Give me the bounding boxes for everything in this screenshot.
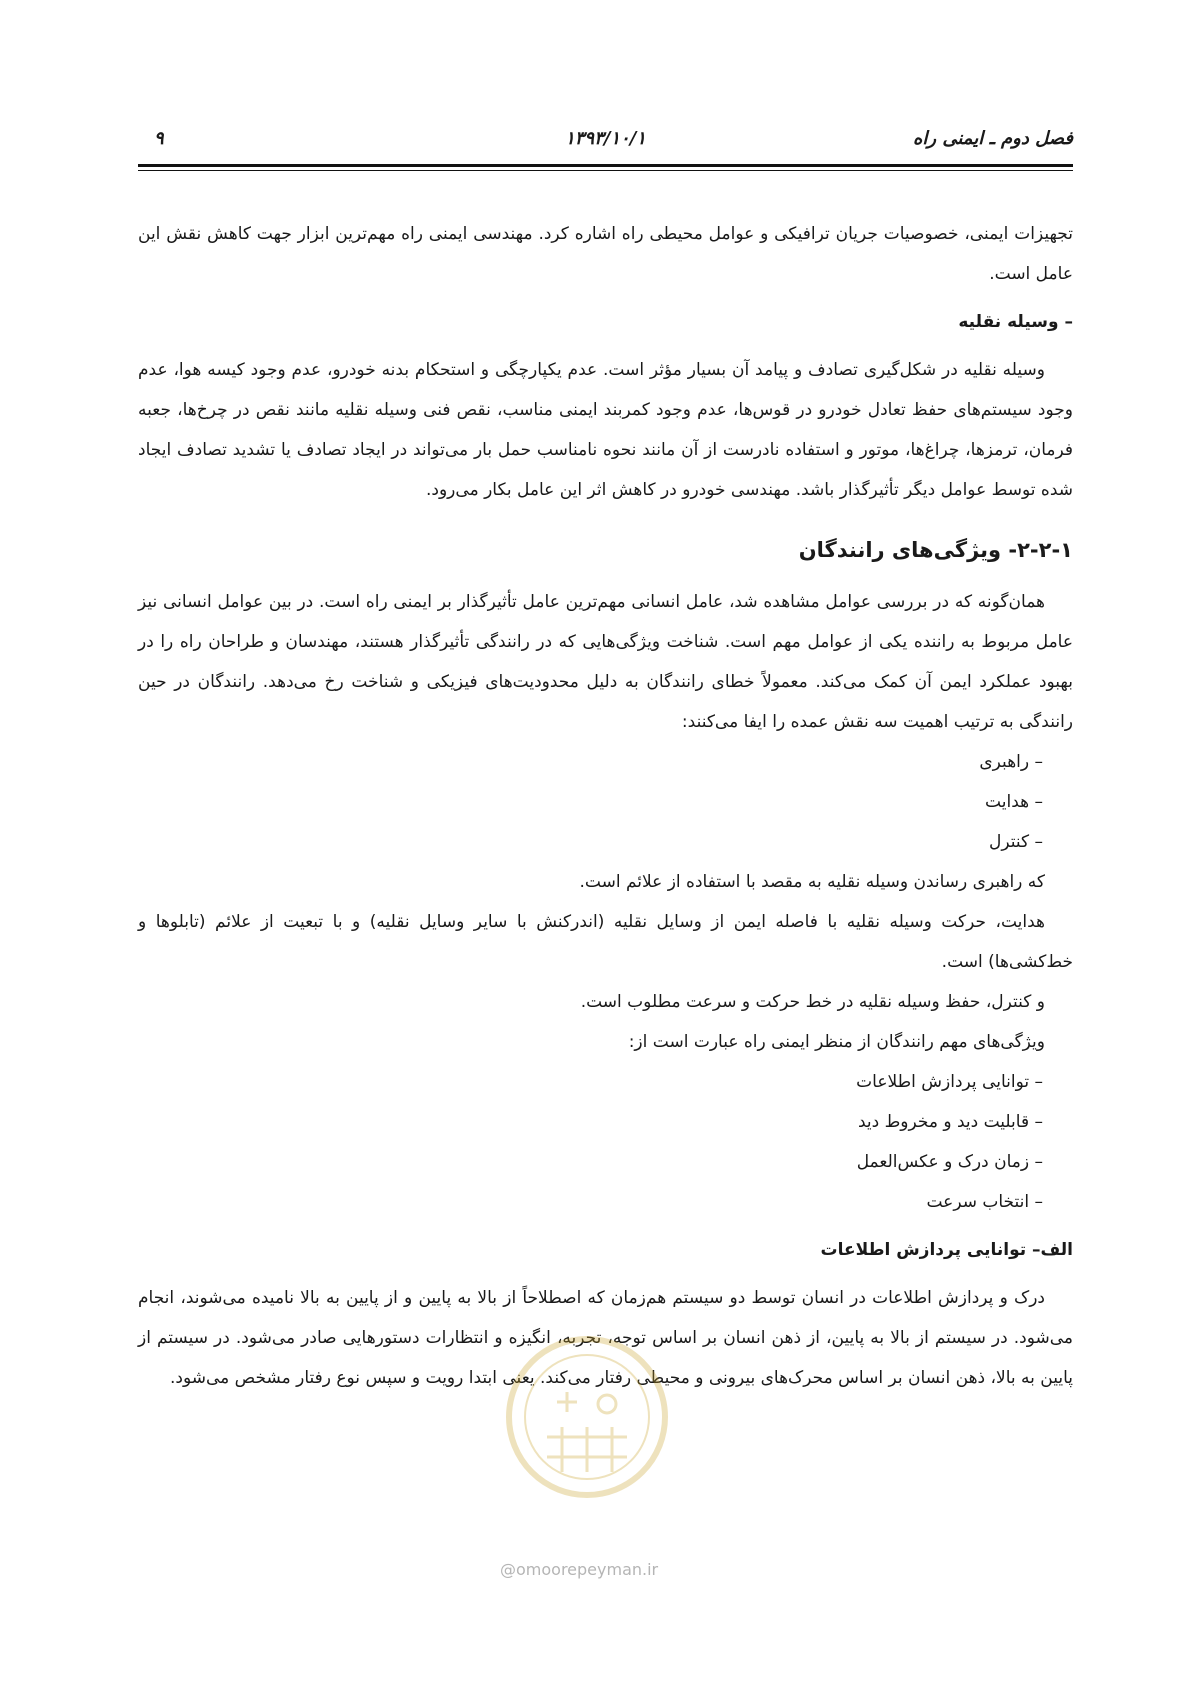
feature-item: – زمان درک و عکس‌العمل — [856, 1152, 1043, 1172]
watermark-url: @omoorepeyman.ir — [500, 1560, 659, 1579]
page-body — [138, 214, 1073, 1398]
vehicle-paragraph: وسیله نقلیه در شکل‌گیری تصادف و پیامد آن بسیار مؤثر است. عدم یکپارچگی و استحکام بدنه خودرو، عدم وجود کیسه هوا، عدم وجود سیستم‌های حفظ تعادل خودرو در قوس‌ها، عدم وجود کمربند ایمنی مناسب، نقص فنی وسیله نقلیه مانند نقص در چرخ‌ها، جعبه فرمان، ترمزها، چراغ‌ها، موتور و استفاده نادرست از آن مانند نحوه نامناسب حمل بار می‌تواند در ایجاد تصادف یا تشدید تصادف ایجاد شده توسط عوامل دیگر تأثیرگذار باشد. مهندسی خودرو در کاهش اثر این عامل بکار می‌رود. — [138, 360, 1073, 500]
header-date: ۱۳۹۳/۱۰/۱ — [565, 128, 646, 149]
role-item-guidance: – راهبری — [979, 752, 1043, 772]
header-rule-thin — [138, 170, 1073, 171]
guidance-definition: که راهبری رساندن وسیله نقلیه به مقصد با استفاده از علائم است. — [579, 872, 1045, 892]
chapter-title: فصل دوم ـ ایمنی راه — [912, 128, 1073, 149]
role-item-direction: – هدایت — [985, 792, 1043, 812]
feature-item: – انتخاب سرعت — [926, 1192, 1043, 1212]
subsection-heading: الف– توانایی پردازش اطلاعات — [820, 1240, 1073, 1260]
direction-definition: هدایت، حرکت وسیله نقلیه با فاصله ایمن از وسایل نقلیه (اندرکنش با سایر وسایل نقلیه) و با تبعیت از علائم (تابلوها و خط‌کشی‌ها) است. — [138, 912, 1073, 972]
watermark-stamp-logo — [492, 1332, 682, 1502]
info-processing-paragraph: درک و پردازش اطلاعات در انسان توسط دو سیستم هم‌زمان که اصطلاحاً از بالا به پایین و از پایین به بالا نامیده می‌شوند، انجام می‌شود. در سیستم از بالا به پایین، از ذهن انسان بر اساس توجه، تجربه، انگیزه و انتظارات دستورهایی صادر می‌شود. در سیستم از پایین به بالا، ذهن انسان بر اساس محرک‌های بیرونی و محیطی رفتار می‌کند. یعنی ابتدا رویت و سپس نوع رفتار مشخص می‌شود. — [138, 1288, 1073, 1388]
page-number: ۹ — [154, 128, 164, 149]
control-definition: و کنترل، حفظ وسیله نقلیه در خط حرکت و سرعت مطلوب است. — [580, 992, 1045, 1012]
section-title: ۲-۲-۱- ویژگی‌های رانندگان — [798, 538, 1073, 562]
drivers-paragraph: همان‌گونه که در بررسی عوامل مشاهده شد، عامل انسانی مهم‌ترین عامل تأثیرگذار بر ایمنی راه است. در بین عوامل انسانی نیز عامل مربوط به راننده یکی از عوامل مهم است. شناخت ویژگی‌هایی که در رانندگی تأثیرگذار هستند، مهندسان و طراحان راه را در بهبود عملکرد ایمن آن کمک می‌کند. معمولاً خطای رانندگان به دلیل محدودیت‌های فیزیکی و شناخت رخ می‌دهد. رانندگان در حین رانندگی به ترتیب اهمیت سه نقش عمده را ایفا می‌کنند: — [138, 592, 1073, 732]
feature-item: – توانایی پردازش اطلاعات — [856, 1072, 1043, 1092]
vehicle-heading: – وسیله نقلیه — [958, 312, 1073, 332]
header-rule-thick — [138, 164, 1073, 167]
features-intro: ویژگی‌های مهم رانندگان از منظر ایمنی راه عبارت است از: — [628, 1032, 1045, 1052]
page-header — [138, 128, 1073, 158]
role-item-control: – کنترل — [989, 832, 1043, 852]
feature-item: – قابلیت دید و مخروط دید — [857, 1112, 1043, 1132]
intro-paragraph: تجهیزات ایمنی، خصوصیات جریان ترافیکی و عوامل محیطی راه اشاره کرد. مهندسی ایمنی راه مهم‌ترین ابزار جهت کاهش نقش این عامل است. — [138, 224, 1073, 284]
